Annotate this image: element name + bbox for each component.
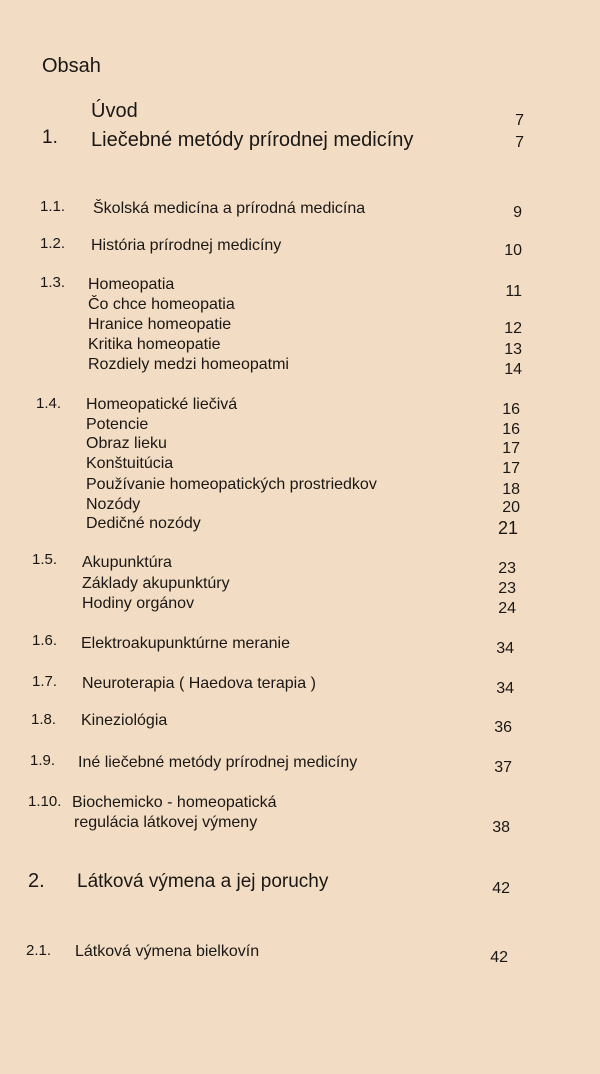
toc-label: Základy akupunktúry bbox=[82, 575, 230, 592]
toc-label: Potencie bbox=[86, 416, 149, 433]
toc-label: Látková výmena bielkovín bbox=[75, 943, 260, 960]
toc-number: 1.10. bbox=[28, 793, 62, 810]
toc-page: 36 bbox=[494, 719, 512, 736]
toc-page: 17 bbox=[502, 440, 520, 457]
toc-label: Obraz lieku bbox=[86, 435, 167, 452]
toc-label: Homeopatia bbox=[88, 276, 175, 293]
toc-label: Akupunktúra bbox=[82, 554, 172, 571]
toc-label: Kineziológia bbox=[81, 712, 168, 729]
toc-number: 1.6. bbox=[32, 632, 58, 649]
toc-label: Elektroakupunktúrne meranie bbox=[81, 635, 291, 652]
toc-number: 1.1. bbox=[40, 198, 66, 215]
toc-label: regulácia látkovej výmeny bbox=[74, 814, 258, 831]
toc-page: 10 bbox=[504, 242, 522, 259]
toc-page: 7 bbox=[515, 112, 524, 129]
toc-label: Rozdiely medzi homeopatmi bbox=[88, 356, 289, 373]
toc-label: Biochemicko - homeopatická bbox=[72, 794, 277, 811]
toc-page: 42 bbox=[490, 949, 508, 966]
toc-number: 1.4. bbox=[36, 395, 62, 412]
toc-label: Neuroterapia ( Haedova terapia ) bbox=[82, 675, 316, 692]
toc-page: 23 bbox=[498, 560, 516, 577]
toc-page: 37 bbox=[494, 759, 512, 776]
toc-page: 34 bbox=[496, 640, 514, 657]
toc-page: 17 bbox=[502, 460, 520, 477]
toc-number: 1.8. bbox=[31, 711, 57, 728]
toc-page: 9 bbox=[513, 204, 522, 221]
toc-page: 23 bbox=[498, 580, 516, 597]
toc-page: 21 bbox=[497, 518, 518, 538]
toc-number: 1.2. bbox=[40, 235, 66, 252]
toc-number: 1.3. bbox=[40, 274, 66, 291]
toc-page: 7 bbox=[515, 134, 524, 151]
toc-page: 42 bbox=[492, 880, 510, 897]
toc-label: Iné liečebné metódy prírodnej medicíny bbox=[78, 754, 358, 771]
toc-label: Úvod bbox=[91, 100, 138, 122]
page-title: Obsah bbox=[42, 55, 101, 77]
toc-page: 24 bbox=[498, 600, 516, 617]
toc-label: Nozódy bbox=[86, 496, 141, 513]
toc-page: 16 bbox=[502, 421, 520, 438]
toc-page: 11 bbox=[505, 283, 522, 300]
toc-page: 12 bbox=[504, 320, 522, 337]
toc-label: Homeopatické liečivá bbox=[86, 396, 238, 413]
toc-number: 1.7. bbox=[32, 673, 58, 690]
toc-label: Hranice homeopatie bbox=[88, 316, 232, 333]
toc-label: Školská medicína a prírodná medicína bbox=[93, 200, 366, 217]
toc-label: Dedičné nozódy bbox=[86, 515, 201, 532]
toc-page: 38 bbox=[492, 819, 510, 836]
toc-number: 1. bbox=[42, 127, 58, 148]
toc-label: Čo chce homeopatia bbox=[88, 296, 235, 313]
toc-page: 34 bbox=[496, 680, 514, 697]
toc-label: Hodiny orgánov bbox=[82, 595, 195, 612]
toc-number: 1.9. bbox=[30, 752, 56, 769]
toc-number: 2. bbox=[28, 870, 45, 892]
toc-label: Liečebné metódy prírodnej medicíny bbox=[91, 129, 414, 151]
toc-page: 13 bbox=[504, 341, 522, 358]
toc-label: Látková výmena a jej poruchy bbox=[77, 871, 329, 892]
toc-label: Kritika homeopatie bbox=[88, 336, 221, 353]
toc-label: Používanie homeopatických prostriedkov bbox=[86, 476, 377, 493]
toc-label: História prírodnej medicíny bbox=[91, 237, 282, 254]
toc-page: 18 bbox=[502, 481, 520, 498]
toc-page: 20 bbox=[502, 499, 520, 516]
toc-label: Konštuitúcia bbox=[86, 455, 174, 472]
toc-page: 16 bbox=[502, 401, 520, 418]
toc-number: 2.1. bbox=[26, 942, 52, 959]
toc-number: 1.5. bbox=[32, 551, 58, 568]
toc-page: 14 bbox=[504, 361, 522, 378]
